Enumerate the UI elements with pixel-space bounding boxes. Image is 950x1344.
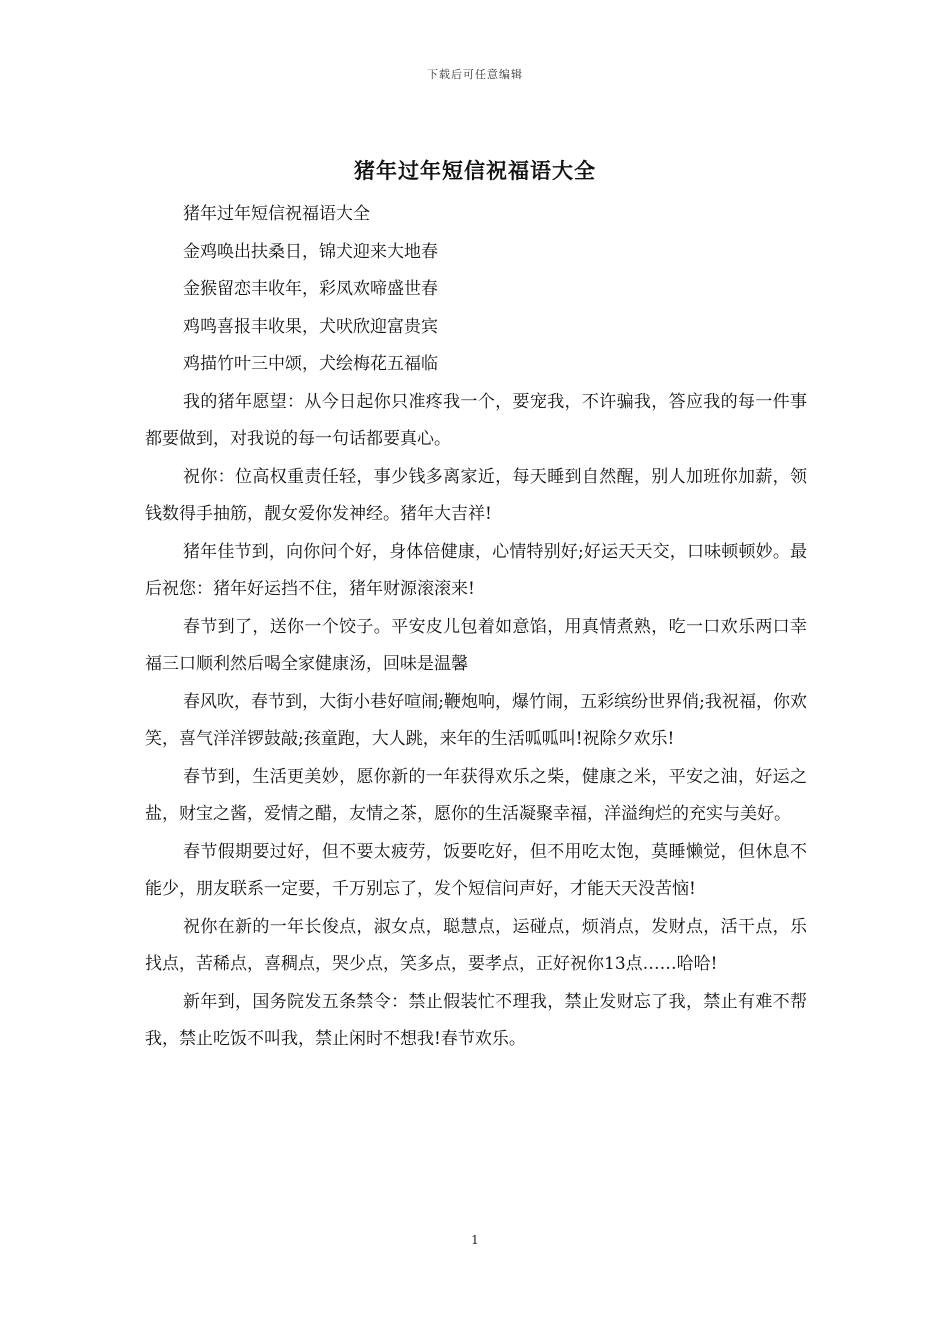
document-body xyxy=(145,196,807,1059)
paragraph-wish-2: 祝你：位高权重责任轻，事少钱多离家近，每天睡到自然醒，别人加班你加薪，领钱数得手抽筋，靓女爱你发神经。猪年大吉祥! xyxy=(145,466,807,524)
page-header-note: 下载后可任意编辑 xyxy=(427,68,523,81)
paragraph-couplet-1: 金鸡唤出扶桑日，锦犬迎来大地春 xyxy=(183,241,438,262)
paragraph-wish-4: 春节到了，送你一个饺子。平安皮儿包着如意馅，用真情煮熟，吃一口欢乐两口幸福三口顺利然后喝全家健康汤，回味是温馨 xyxy=(145,616,807,674)
paragraph-wish-3: 猪年佳节到，向你问个好，身体倍健康，心情特别好;好运天天交，口味顿顿妙。最后祝您：猪年好运挡不住，猪年财源滚滚来! xyxy=(145,541,807,599)
paragraph-couplet-4: 鸡描竹叶三中颂，犬绘梅花五福临 xyxy=(183,354,438,374)
paragraph-couplet-2: 金猴留恋丰收年，彩凤欢啼盛世春 xyxy=(183,279,438,299)
paragraph-wish-9: 新年到，国务院发五条禁令：禁止假装忙不理我，禁止发财忘了我，禁止有难不帮我，禁止吃饭不叫我，禁止闲时不想我!春节欢乐。 xyxy=(145,991,807,1049)
paragraph-wish-7: 春节假期要过好，但不要太疲劳，饭要吃好，但不用吃太饱，莫睡懒觉，但休息不能少，朋友联系一定要，千万别忘了，发个短信问声好，才能天天没苦恼! xyxy=(145,841,807,899)
paragraph-wish-8: 祝你在新的一年长俊点，淑女点，聪慧点，运碰点，烦消点，发财点，活干点，乐找点，苦稀点，喜稠点，哭少点，笑多点，要孝点，正好祝你13点……哈哈! xyxy=(145,916,807,974)
paragraph-couplet-3: 鸡鸣喜报丰收果，犬吠欣迎富贵宾 xyxy=(183,316,438,337)
document-title: 猪年过年短信祝福语大全 xyxy=(354,158,596,183)
paragraph-wish-5: 春风吹，春节到，大街小巷好喧闹;鞭炮响，爆竹闹，五彩缤纷世界俏;我祝福，你欢笑，喜气洋洋锣鼓敲;孩童跑，大人跳，来年的生活呱呱叫!祝除夕欢乐! xyxy=(145,691,807,749)
paragraph-wish-6: 春节到，生活更美妙，愿你新的一年获得欢乐之柴，健康之米，平安之油，好运之盐，财宝之酱，爱情之醋，友情之茶，愿你的生活凝聚幸福，洋溢绚烂的充实与美好。 xyxy=(145,766,807,824)
page-number: 1 xyxy=(471,1233,479,1247)
paragraph-subtitle: 猪年过年短信祝福语大全 xyxy=(183,204,370,224)
paragraph-wish-1: 我的猪年愿望：从今日起你只准疼我一个，要宠我，不许骗我，答应我的每一件事都要做到，对我说的每一句话都要真心。 xyxy=(145,391,807,449)
